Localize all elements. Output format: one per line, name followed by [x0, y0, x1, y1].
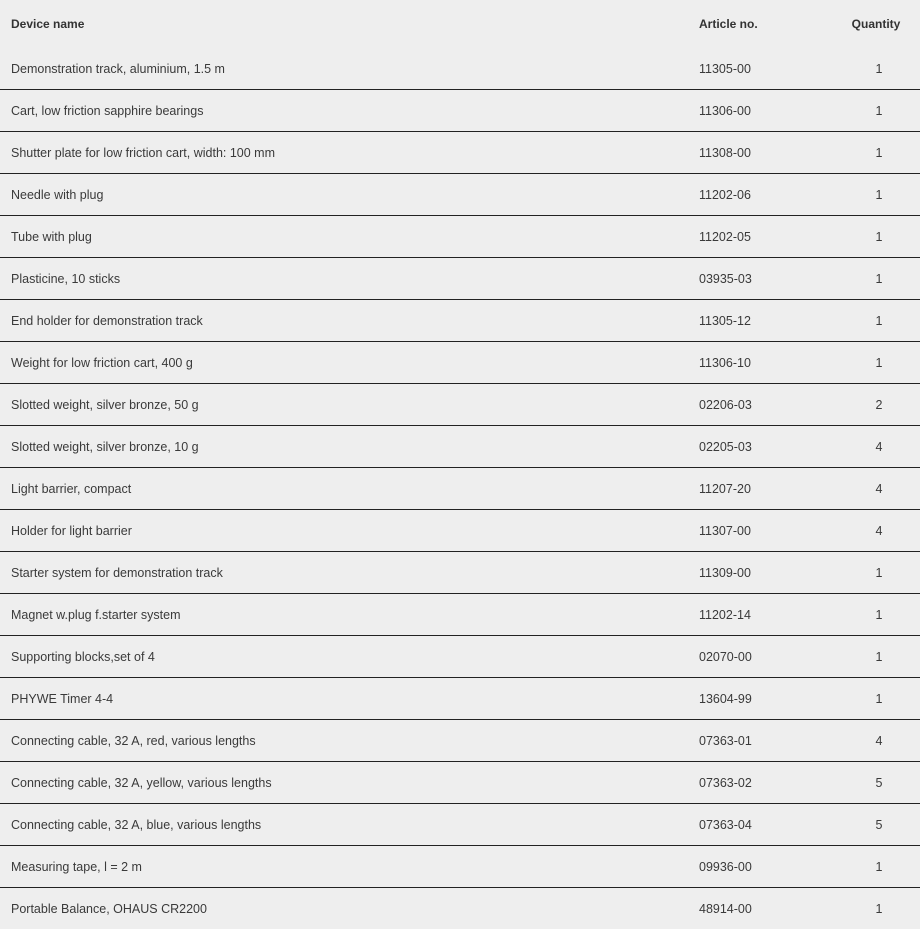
table-header: [0, 0, 920, 48]
table-row: [0, 258, 920, 300]
device-name-cell: Magnet w.plug f.starter system: [11, 607, 181, 622]
quantity-cell: 1: [875, 565, 883, 580]
device-name-cell: Holder for light barrier: [11, 523, 132, 538]
quantity-cell: 1: [875, 313, 883, 328]
article-no-cell: 13604-99: [699, 691, 752, 706]
quantity-cell: 4: [875, 733, 883, 748]
article-no-cell: 09936-00: [699, 859, 752, 874]
device-name-cell: Needle with plug: [11, 187, 104, 202]
quantity-cell: 1: [875, 61, 883, 76]
quantity-cell: 1: [875, 187, 883, 202]
header-device-name: Device name: [11, 17, 85, 31]
header-article-no: Article no.: [699, 17, 758, 31]
article-no-cell: 11202-06: [699, 187, 751, 202]
quantity-cell: 1: [875, 859, 883, 874]
article-no-cell: 48914-00: [699, 901, 752, 916]
article-no-cell: 07363-01: [699, 733, 752, 748]
table-row: [0, 384, 920, 426]
article-no-cell: 11305-12: [699, 313, 751, 328]
device-name-cell: Slotted weight, silver bronze, 10 g: [11, 439, 199, 454]
device-name-cell: End holder for demonstration track: [11, 313, 203, 328]
table-row: [0, 594, 920, 636]
quantity-cell: 1: [875, 355, 883, 370]
device-name-cell: Tube with plug: [11, 229, 92, 244]
table-row: [0, 552, 920, 594]
quantity-cell: 5: [875, 775, 883, 790]
article-no-cell: 07363-02: [699, 775, 752, 790]
quantity-cell: 1: [875, 691, 883, 706]
article-no-cell: 02205-03: [699, 439, 752, 454]
table-row: [0, 90, 920, 132]
table-row: [0, 468, 920, 510]
quantity-cell: 1: [875, 145, 883, 160]
quantity-cell: 1: [875, 229, 883, 244]
table-row: [0, 132, 920, 174]
table-row: [0, 846, 920, 888]
quantity-cell: 1: [875, 607, 883, 622]
table-row: [0, 804, 920, 846]
table-row: [0, 426, 920, 468]
article-no-cell: 11306-10: [699, 355, 751, 370]
table-row: [0, 48, 920, 90]
article-no-cell: 07363-04: [699, 817, 752, 832]
quantity-cell: 1: [875, 103, 883, 118]
table-row: [0, 762, 920, 804]
device-name-cell: Measuring tape, l = 2 m: [11, 859, 142, 874]
device-name-cell: Slotted weight, silver bronze, 50 g: [11, 397, 199, 412]
table-row: [0, 510, 920, 552]
quantity-cell: 4: [875, 439, 883, 454]
table-row: [0, 216, 920, 258]
table-row: [0, 174, 920, 216]
quantity-cell: 4: [875, 481, 883, 496]
quantity-cell: 2: [875, 397, 883, 412]
quantity-cell: 4: [875, 523, 883, 538]
article-no-cell: 03935-03: [699, 271, 752, 286]
article-no-cell: 11207-20: [699, 481, 751, 496]
article-no-cell: 02070-00: [699, 649, 752, 664]
article-no-cell: 11309-00: [699, 565, 751, 580]
article-no-cell: 11308-00: [699, 145, 751, 160]
device-name-cell: Starter system for demonstration track: [11, 565, 223, 580]
table-body: [0, 48, 920, 929]
device-name-cell: Connecting cable, 32 A, red, various lengths: [11, 733, 256, 748]
device-name-cell: Light barrier, compact: [11, 481, 132, 496]
table-row: [0, 888, 920, 929]
device-name-cell: Shutter plate for low friction cart, width: 100 mm: [11, 145, 275, 160]
quantity-cell: 5: [875, 817, 883, 832]
device-name-cell: Supporting blocks,set of 4: [11, 649, 155, 664]
article-no-cell: 11305-00: [699, 61, 751, 76]
table-row: [0, 678, 920, 720]
table-row: [0, 720, 920, 762]
article-no-cell: 11202-14: [699, 607, 751, 622]
article-no-cell: 02206-03: [699, 397, 752, 412]
article-no-cell: 11307-00: [699, 523, 751, 538]
quantity-cell: 1: [875, 271, 883, 286]
device-name-cell: Weight for low friction cart, 400 g: [11, 355, 193, 370]
table-row: [0, 342, 920, 384]
quantity-cell: 1: [875, 649, 883, 664]
device-name-cell: Connecting cable, 32 A, yellow, various lengths: [11, 775, 272, 790]
device-name-cell: Connecting cable, 32 A, blue, various lengths: [11, 817, 262, 832]
table-row: [0, 300, 920, 342]
device-name-cell: Portable Balance, OHAUS CR2200: [11, 901, 207, 916]
device-name-cell: PHYWE Timer 4-4: [11, 691, 114, 706]
header-quantity: Quantity: [851, 17, 901, 31]
article-no-cell: 11306-00: [699, 103, 751, 118]
device-name-cell: Plasticine, 10 sticks: [11, 271, 121, 286]
table-row: [0, 636, 920, 678]
article-no-cell: 11202-05: [699, 229, 751, 244]
device-name-cell: Demonstration track, aluminium, 1.5 m: [11, 61, 225, 76]
device-name-cell: Cart, low friction sapphire bearings: [11, 103, 204, 118]
quantity-cell: 1: [875, 901, 883, 916]
